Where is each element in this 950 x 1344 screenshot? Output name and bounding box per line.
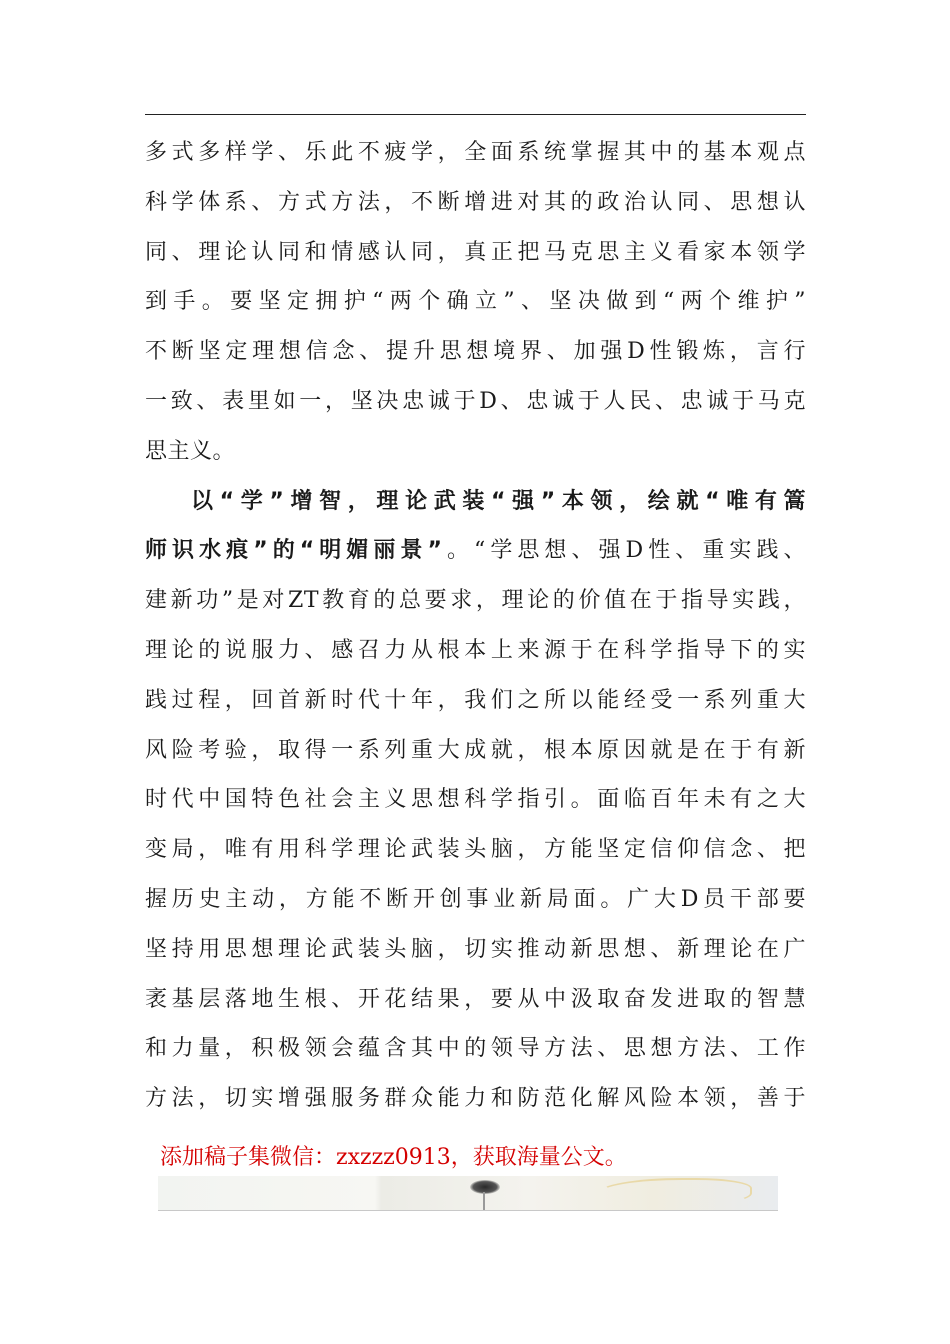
text-line: 不断坚定理想信念、提升思想境界、加强D性锻炼，言行 — [145, 339, 806, 365]
text-line: 多式多样学、乐此不疲学，全面系统掌握其中的基本观点 — [145, 140, 806, 165]
text-line: 和力量，积极领会蕴含其中的领导方法、思想方法、工作 — [145, 1036, 806, 1062]
section-heading-continuation: 。“学思想、强D性、重实践、 — [442, 538, 806, 564]
text-line: 袤基层落地生根、开花结果，要从中汲取奋发进取的智慧 — [145, 986, 806, 1012]
text-line: 坚持用思想理论武装头脑，切实推动新思想、新理论在广 — [145, 936, 806, 962]
ink-blot-icon — [470, 1180, 500, 1194]
text-line: 握历史主动，方能不断开创事业新局面。广大D员干部要 — [145, 886, 806, 912]
text-line: 同、理论认同和情感认同，真正把马克思主义看家本领学 — [145, 239, 806, 265]
text-line: 到手。要坚定拥护“两个确立”、坚决做到“两个维护” — [145, 289, 806, 315]
text-line: 变局，唯有用科学理论武装头脑，方能坚定信仰信念、把 — [145, 837, 806, 863]
text-line: 时代中国特色社会主义思想科学指引。面临百年未有之大 — [145, 787, 806, 813]
text-line: 践过程，回首新时代十年，我们之所以能经受一系列重大 — [145, 687, 806, 713]
decorative-wave — [598, 1178, 752, 1206]
paragraph-2 — [145, 477, 806, 1124]
section-heading-line-2 — [145, 526, 806, 576]
text-line: 建新功”是对ZT教育的总要求，理论的价值在于指导实践， — [145, 588, 806, 614]
text-line: 一致、表里如一，坚决忠诚于D、忠诚于人民、忠诚于马克 — [145, 388, 806, 414]
text-line: 理论的说服力、感召力从根本上来源于在科学指导下的实 — [145, 637, 806, 663]
text-line: 思主义。 — [145, 438, 236, 464]
paragraph-1 — [145, 128, 806, 477]
document-body — [145, 128, 806, 1124]
promo-text: 添加稿子集微信：zxzzz0913，获取海量公文。 — [160, 1145, 627, 1170]
section-heading-line: 以“学”增智，理论武装“强”本领，绘就“唯有篙 — [191, 488, 806, 514]
text-line: 方法，切实增强服务群众能力和防范化解风险本领，善于 — [145, 1086, 806, 1112]
section-heading-bold: 师识水痕”的“明媚丽景” — [145, 538, 443, 564]
text-line: 科学体系、方式方法，不断增进对其的政治认同、思想认 — [145, 189, 806, 215]
decorative-stem — [483, 1192, 485, 1210]
header-rule — [145, 114, 806, 115]
decorative-banner-image — [158, 1176, 778, 1211]
text-line: 风险考验，取得一系列重大成就，根本原因就是在于有新 — [145, 737, 806, 763]
